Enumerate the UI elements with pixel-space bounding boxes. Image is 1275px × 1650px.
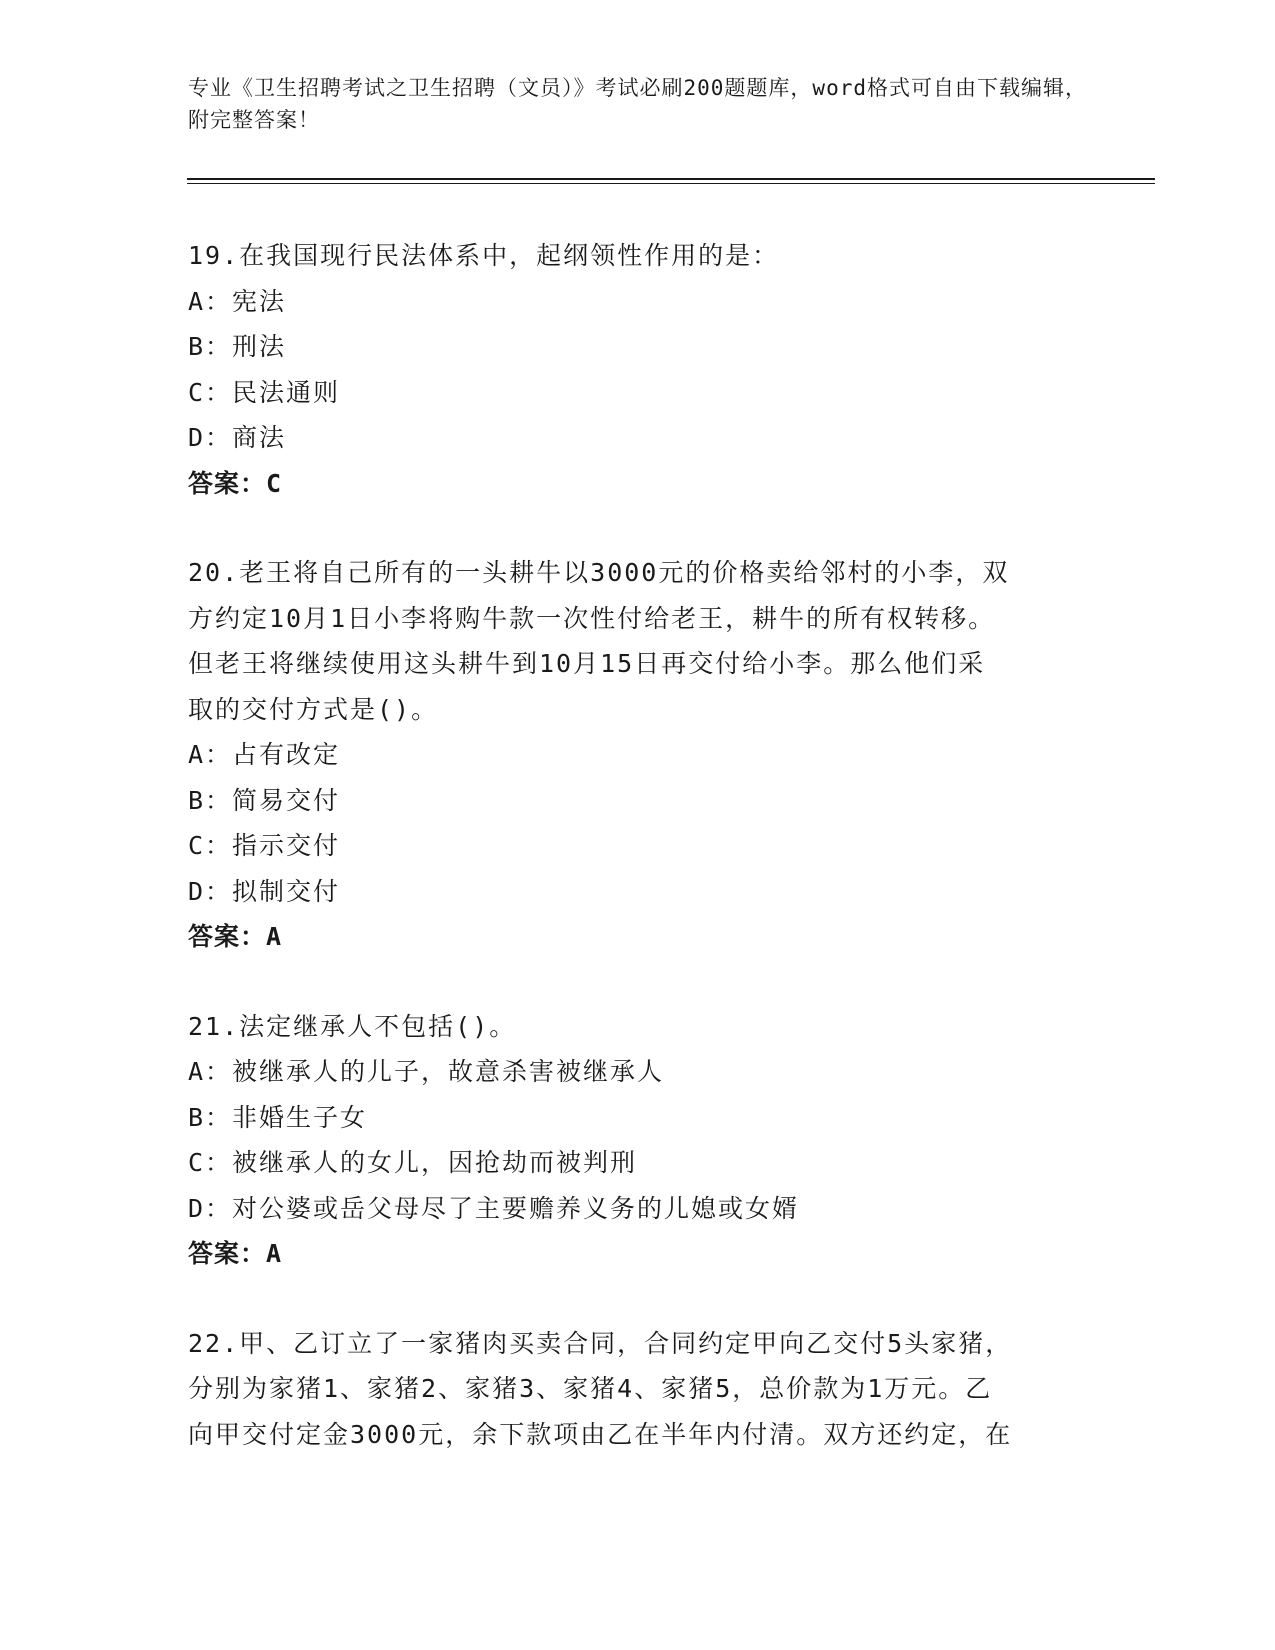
header-divider: [187, 178, 1155, 184]
question-21: [188, 1004, 1088, 1277]
option-d: D：拟制交付: [188, 876, 341, 906]
option-a: A：占有改定: [188, 740, 341, 769]
option-d: D：对公婆或岳父母尽了主要赡养义务的儿媳或女婿: [188, 1193, 800, 1223]
answer-line: 答案：C: [188, 468, 283, 498]
question-list: [188, 233, 1088, 1501]
answer-line: 答案：A: [188, 1239, 283, 1268]
option-a: A：宪法: [188, 286, 287, 316]
question-stem: 19.在我国现行民法体系中，起纲领性作用的是：: [188, 241, 780, 270]
option-b: B：刑法: [188, 332, 287, 361]
option-c: C：民法通则: [188, 377, 341, 407]
question-22: [188, 1321, 1088, 1458]
document-header: [188, 72, 1088, 136]
question-stem-line: 20.老王将自己所有的一头耕牛以3000元的价格卖给邻村的小李，双: [188, 558, 1010, 587]
option-b: B：非婚生子女: [188, 1102, 368, 1132]
question-stem-line: 但老王将继续使用这头耕牛到10月15日再交付给小李。那么他们采: [188, 649, 986, 678]
header-title: 专业《卫生招聘考试之卫生招聘（文员）》考试必刷200题题库，word格式可自由下载编辑，附完整答案！: [188, 76, 1087, 132]
question-19: [188, 233, 1088, 506]
option-d: D：商法: [188, 423, 287, 452]
question-stem-line: 分别为家猪1、家猪2、家猪3、家猪4、家猪5，总价款为1万元。乙: [188, 1374, 993, 1403]
question-stem-line: 22.甲、乙订立了一家猪肉买卖合同，合同约定甲向乙交付5头家猪，: [188, 1328, 1013, 1358]
question-20: [188, 550, 1088, 960]
option-a: A：被继承人的儿子，故意杀害被继承人: [188, 1057, 665, 1086]
question-stem-line: 方约定10月1日小李将购牛款一次性付给老王，耕牛的所有权转移。: [188, 603, 996, 633]
option-c: C：被继承人的女儿，因抢劫而被判刑: [188, 1148, 638, 1177]
question-stem-line: 取的交付方式是()。: [188, 694, 439, 724]
question-stem-line: 向甲交付定金3000元，余下款项由乙在半年内付清。双方还约定，在: [188, 1419, 1013, 1449]
question-stem: 21.法定继承人不包括()。: [188, 1011, 517, 1041]
option-c: C：指示交付: [188, 831, 341, 860]
option-b: B：简易交付: [188, 785, 341, 815]
answer-line: 答案：A: [188, 922, 283, 951]
